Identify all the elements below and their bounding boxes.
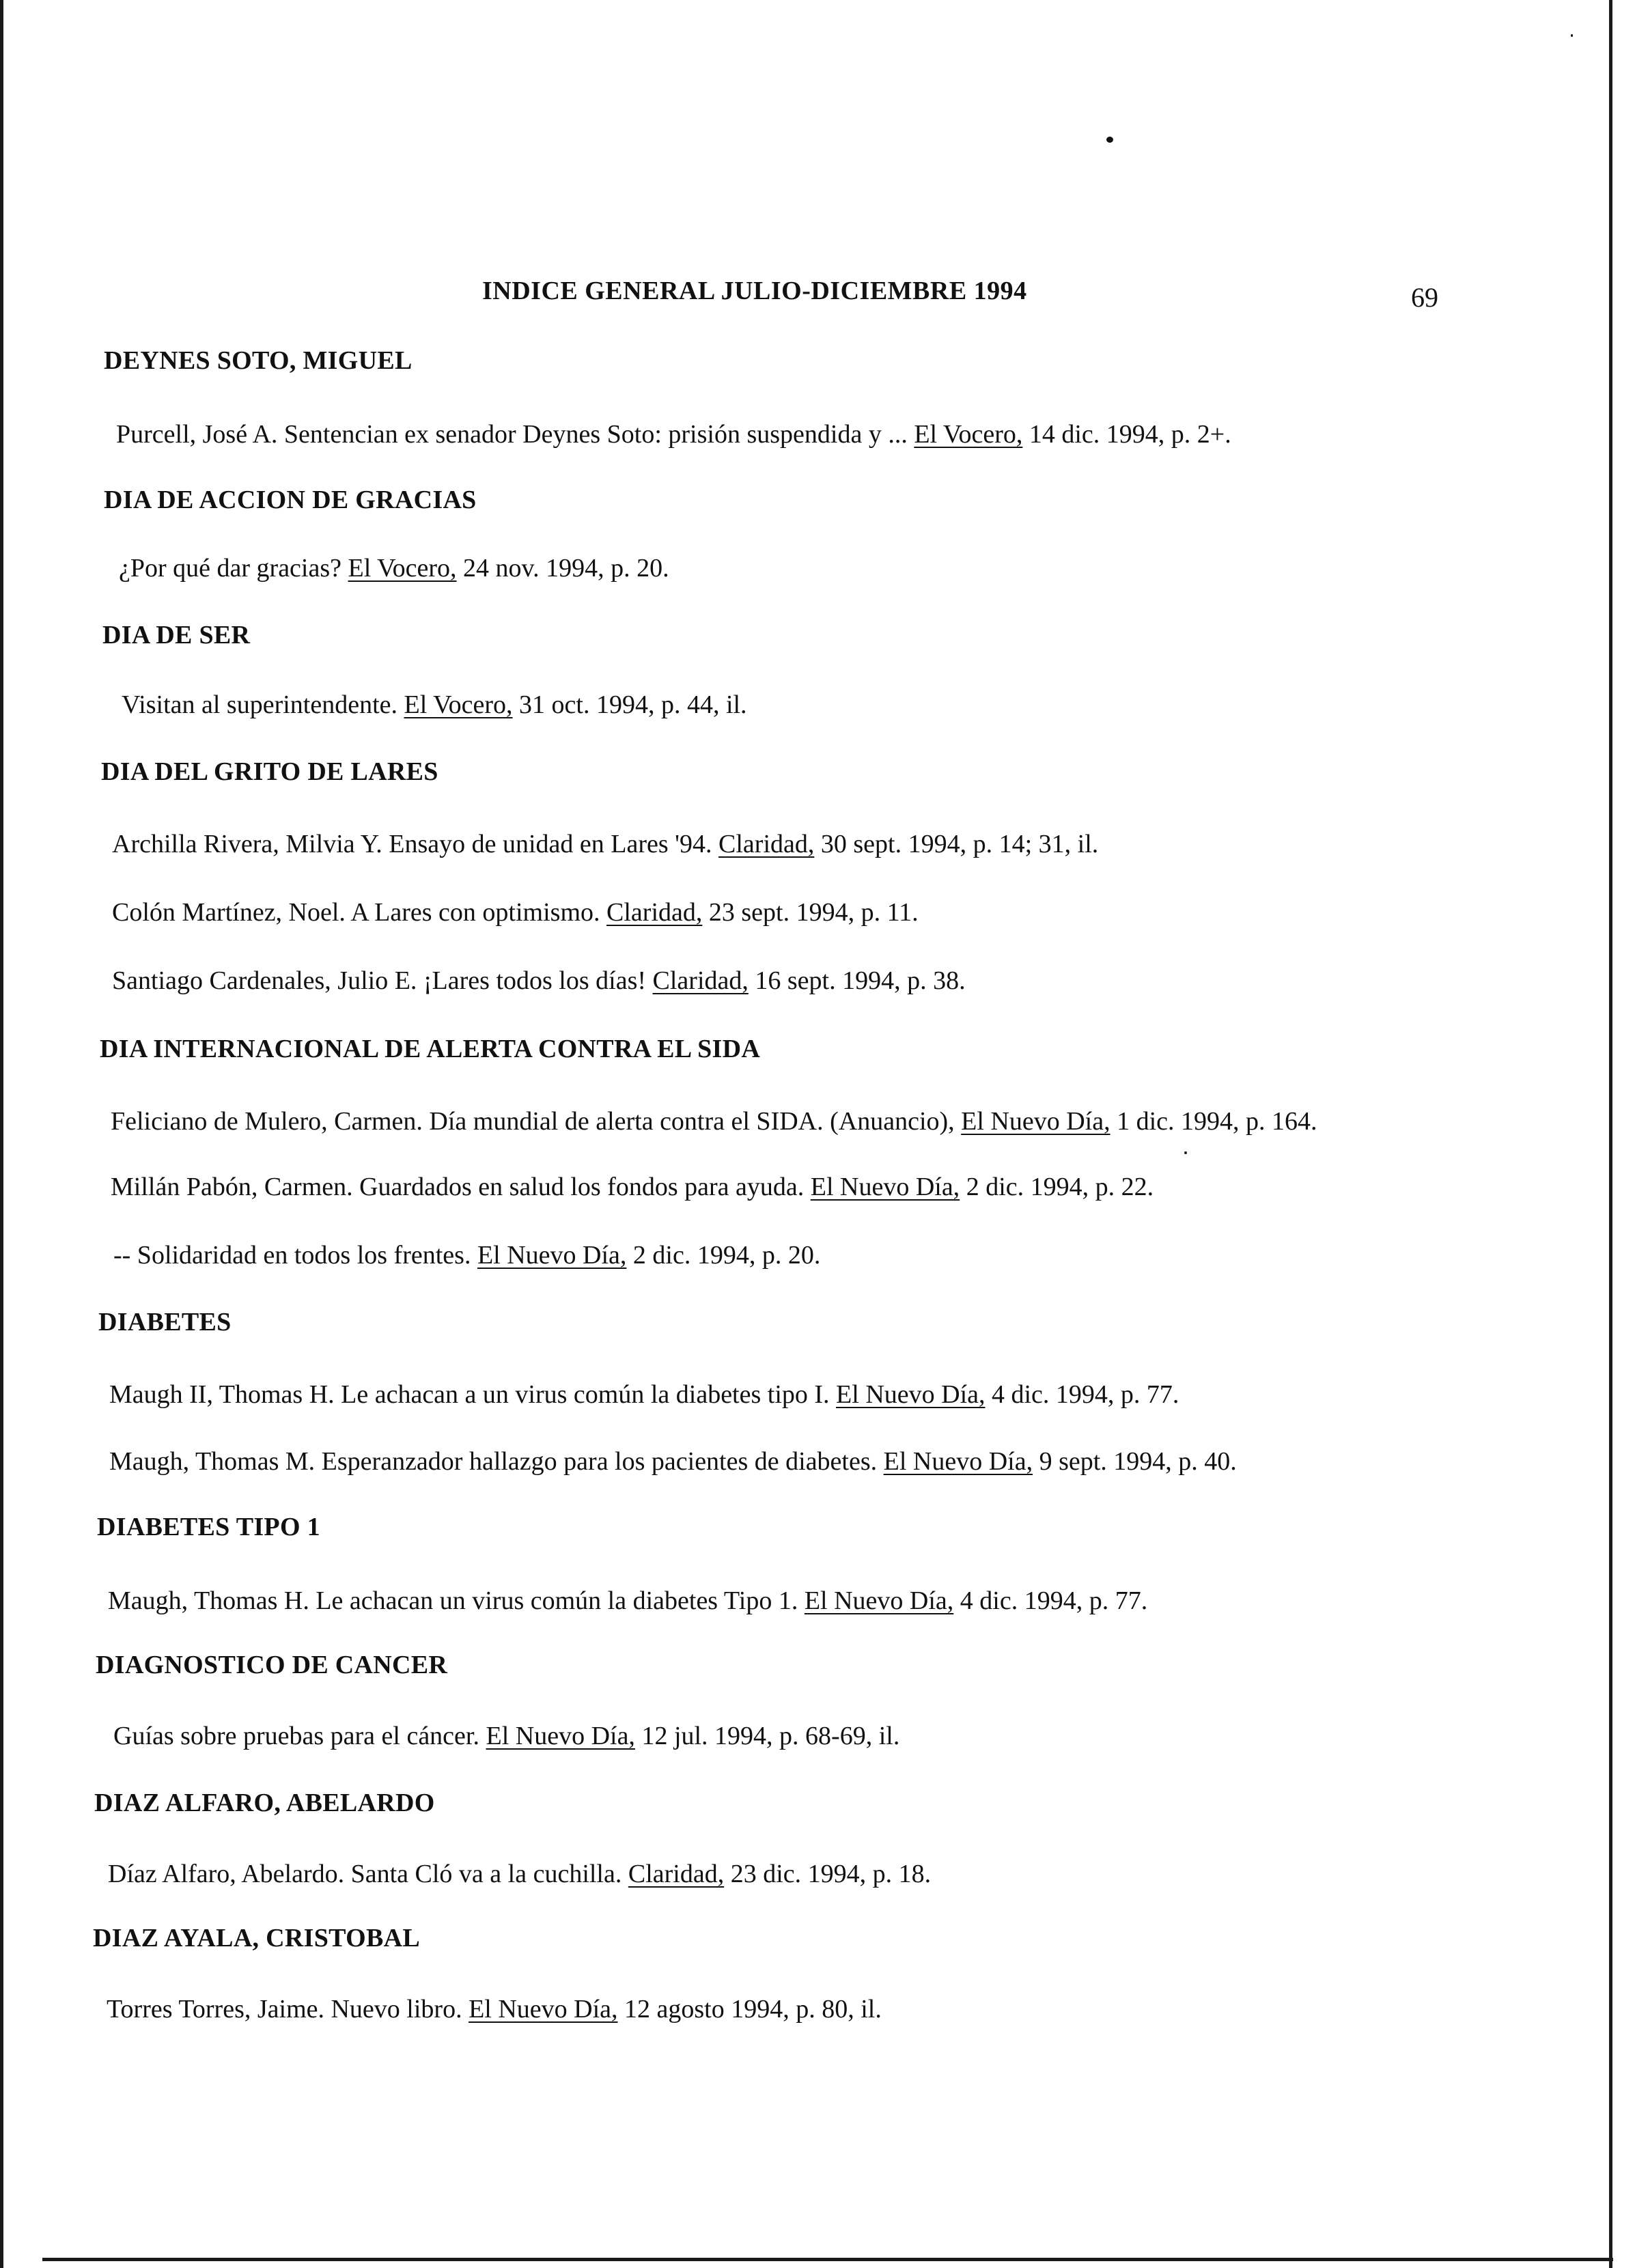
entry-citation: 23 dic. 1994, p. 18. bbox=[730, 1860, 932, 1888]
index-heading: DIA DE ACCION DE GRACIAS bbox=[104, 486, 477, 514]
entry-citation: 31 oct. 1994, p. 44, il. bbox=[519, 690, 747, 719]
entry-publication: El Vocero, bbox=[348, 554, 457, 583]
index-heading: DIA DEL GRITO DE LARES bbox=[101, 757, 438, 786]
entry-text: Archilla Rivera, Milvia Y. Ensayo de unidad en Lares '94. bbox=[112, 830, 712, 858]
entry-publication: El Vocero, bbox=[914, 420, 1023, 449]
index-heading: DEYNES SOTO, MIGUEL bbox=[104, 346, 413, 375]
index-entry bbox=[116, 419, 1231, 449]
entry-publication: Claridad, bbox=[628, 1860, 725, 1888]
entry-publication: El Nuevo Día, bbox=[810, 1173, 960, 1201]
entry-text: -- Solidaridad en todos los frentes. bbox=[113, 1241, 471, 1270]
index-heading: DIAZ ALFARO, ABELARDO bbox=[94, 1789, 435, 1817]
entry-citation: 23 sept. 1994, p. 11. bbox=[708, 898, 919, 927]
scan-speck bbox=[1184, 1151, 1187, 1154]
index-entry bbox=[108, 1586, 1147, 1616]
index-entry bbox=[112, 966, 966, 996]
index-heading: DIAZ AYALA, CRISTOBAL bbox=[93, 1924, 421, 1952]
entry-publication: El Vocero, bbox=[404, 690, 513, 719]
scan-edge-right bbox=[1609, 0, 1612, 2268]
entry-text: Torres Torres, Jaime. Nuevo libro. bbox=[107, 1995, 462, 2024]
index-entry bbox=[108, 1859, 931, 1889]
index-heading: DIA DE SER bbox=[102, 621, 251, 649]
entry-publication: El Nuevo Día, bbox=[961, 1107, 1110, 1136]
index-entry bbox=[119, 553, 669, 583]
entry-text: ¿Por qué dar gracias? bbox=[119, 554, 342, 583]
entry-citation: 30 sept. 1994, p. 14; 31, il. bbox=[820, 830, 1099, 858]
entry-text: Santiago Cardenales, Julio E. ¡Lares todos los días! bbox=[112, 966, 647, 995]
scan-speck bbox=[1106, 137, 1113, 143]
entry-citation: 2 dic. 1994, p. 20. bbox=[632, 1241, 821, 1270]
index-entry bbox=[122, 690, 747, 720]
entry-text: Guías sobre pruebas para el cáncer. bbox=[113, 1722, 479, 1750]
entry-text: Millán Pabón, Carmen. Guardados en salud los fondos para ayuda. bbox=[111, 1173, 805, 1201]
entry-citation: 9 sept. 1994, p. 40. bbox=[1039, 1447, 1237, 1476]
entry-text: Díaz Alfaro, Abelardo. Santa Cló va a la cuchilla. bbox=[108, 1860, 622, 1888]
scan-edge-bottom bbox=[42, 2258, 1613, 2261]
entry-publication: El Nuevo Día, bbox=[486, 1722, 635, 1750]
entry-citation: 24 nov. 1994, p. 20. bbox=[463, 554, 669, 583]
index-entry bbox=[111, 1172, 1154, 1202]
scan-edge-left bbox=[0, 0, 3, 2268]
index-entry bbox=[109, 1380, 1179, 1410]
entry-publication: Claridad, bbox=[652, 966, 749, 995]
entry-publication: El Nuevo Día, bbox=[883, 1447, 1033, 1476]
index-entry bbox=[111, 1106, 1317, 1136]
entry-text: Maugh, Thomas H. Le achacan un virus común la diabetes Tipo 1. bbox=[108, 1586, 798, 1615]
index-entry bbox=[112, 897, 919, 927]
index-entry bbox=[112, 829, 1098, 859]
entry-citation: 4 dic. 1994, p. 77. bbox=[992, 1380, 1179, 1409]
entry-citation: 1 dic. 1994, p. 164. bbox=[1117, 1107, 1317, 1136]
scan-speck bbox=[1571, 34, 1573, 37]
entry-text: Maugh, Thomas M. Esperanzador hallazgo para los pacientes de diabetes. bbox=[109, 1447, 878, 1476]
page-number: 69 bbox=[1411, 282, 1438, 313]
entry-publication: Claridad, bbox=[606, 898, 703, 927]
index-heading: DIA INTERNACIONAL DE ALERTA CONTRA EL SIDA bbox=[100, 1035, 761, 1063]
entry-text: Purcell, José A. Sentencian ex senador Deynes Soto: prisión suspendida y ... bbox=[116, 420, 908, 449]
index-entry bbox=[113, 1721, 899, 1751]
entry-publication: El Nuevo Día, bbox=[477, 1241, 627, 1270]
entry-citation: 14 dic. 1994, p. 2+. bbox=[1029, 420, 1231, 449]
entry-citation: 4 dic. 1994, p. 77. bbox=[960, 1586, 1148, 1615]
index-entry bbox=[109, 1446, 1237, 1476]
entry-citation: 16 sept. 1994, p. 38. bbox=[755, 966, 966, 995]
entry-text: Colón Martínez, Noel. A Lares con optimismo. bbox=[112, 898, 600, 927]
index-entry bbox=[113, 1240, 820, 1270]
entry-citation: 2 dic. 1994, p. 22. bbox=[966, 1173, 1154, 1201]
entry-text: Maugh II, Thomas H. Le achacan a un virus común la diabetes tipo I. bbox=[109, 1380, 830, 1409]
index-heading: DIAGNOSTICO DE CANCER bbox=[96, 1651, 448, 1679]
entry-publication: El Nuevo Día, bbox=[836, 1380, 986, 1409]
entry-text: Feliciano de Mulero, Carmen. Día mundial de alerta contra el SIDA. (Anuancio), bbox=[111, 1107, 955, 1136]
entry-citation: 12 jul. 1994, p. 68-69, il. bbox=[641, 1722, 900, 1750]
entry-citation: 12 agosto 1994, p. 80, il. bbox=[624, 1995, 882, 2024]
index-heading: DIABETES TIPO 1 bbox=[97, 1513, 320, 1541]
page-header-title: INDICE GENERAL JULIO-DICIEMBRE 1994 bbox=[482, 277, 1027, 305]
index-heading: DIABETES bbox=[98, 1308, 232, 1336]
entry-publication: Claridad, bbox=[718, 830, 815, 858]
entry-publication: El Nuevo Día, bbox=[804, 1586, 954, 1615]
entry-publication: El Nuevo Día, bbox=[469, 1995, 618, 2024]
entry-text: Visitan al superintendente. bbox=[122, 690, 397, 719]
index-entry bbox=[107, 1994, 882, 2024]
